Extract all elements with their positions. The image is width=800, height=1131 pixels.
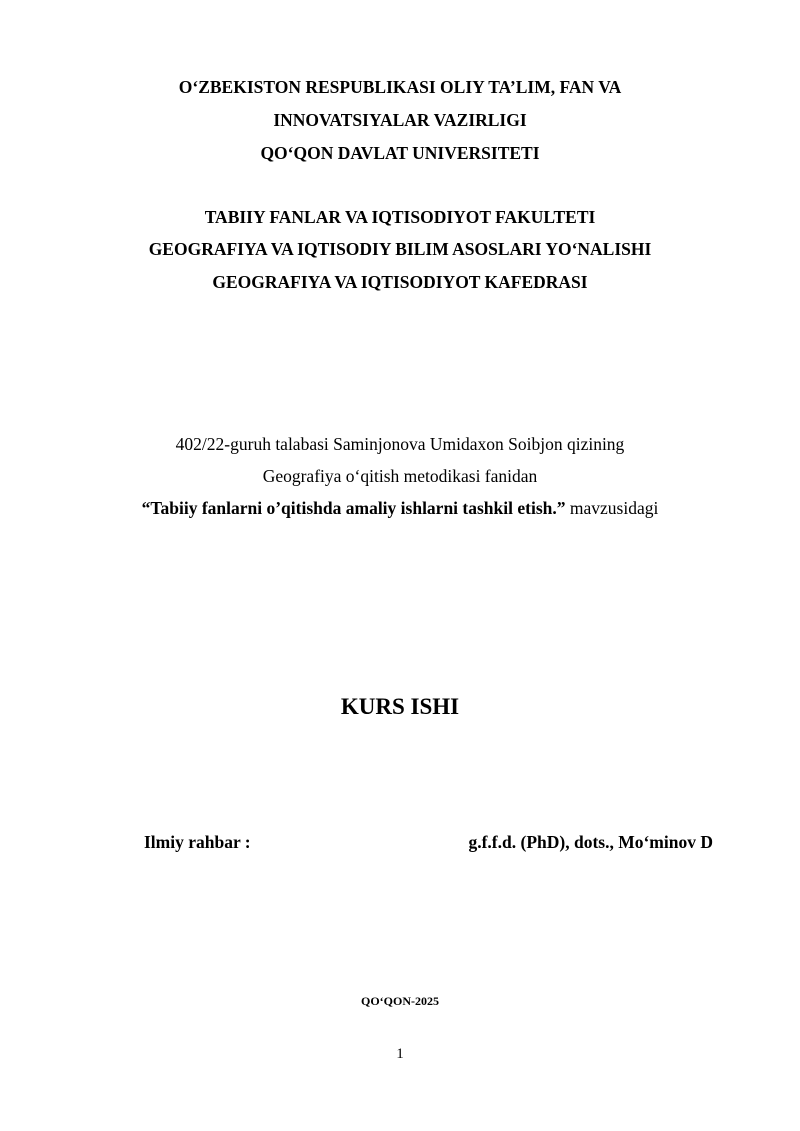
topic-line bbox=[0, 498, 800, 519]
subject-info: Geografiya o‘qitish metodikasi fanidan bbox=[262, 466, 538, 486]
ministry-title-line-1: O‘ZBEKISTON RESPUBLIKASI OLIY TA’LIM, FAN VA bbox=[178, 77, 622, 97]
student-info: 402/22-guruh talabasi Saminjonova Umidaxon Soibjon qizining bbox=[175, 434, 625, 454]
supervisor-label: Ilmiy rahbar : bbox=[144, 832, 251, 852]
direction-name: GEOGRAFIYA VA IQTISODIY BILIM ASOSLARI YO‘NALISHI bbox=[148, 239, 652, 259]
university-name: QO‘QON DAVLAT UNIVERSITETI bbox=[260, 143, 540, 163]
city-year: QO‘QON-2025 bbox=[361, 994, 439, 1008]
page-number: 1 bbox=[396, 1046, 404, 1062]
supervisor-name: g.f.f.d. (PhD), dots., Mo‘minov D bbox=[468, 832, 713, 852]
topic-title: “Tabiiy fanlarni o’qitishda amaliy ishlarni tashkil etish.” bbox=[141, 498, 566, 518]
department-name: GEOGRAFIYA VA IQTISODIYOT KAFEDRASI bbox=[212, 272, 588, 292]
faculty-name: TABIIY FANLAR VA IQTISODIYOT FAKULTETI bbox=[204, 207, 596, 227]
document-type-title: KURS ISHI bbox=[340, 694, 460, 719]
topic-suffix: mavzusidagi bbox=[565, 498, 659, 518]
ministry-title-line-2: INNOVATSIYALAR VAZIRLIGI bbox=[273, 110, 527, 130]
